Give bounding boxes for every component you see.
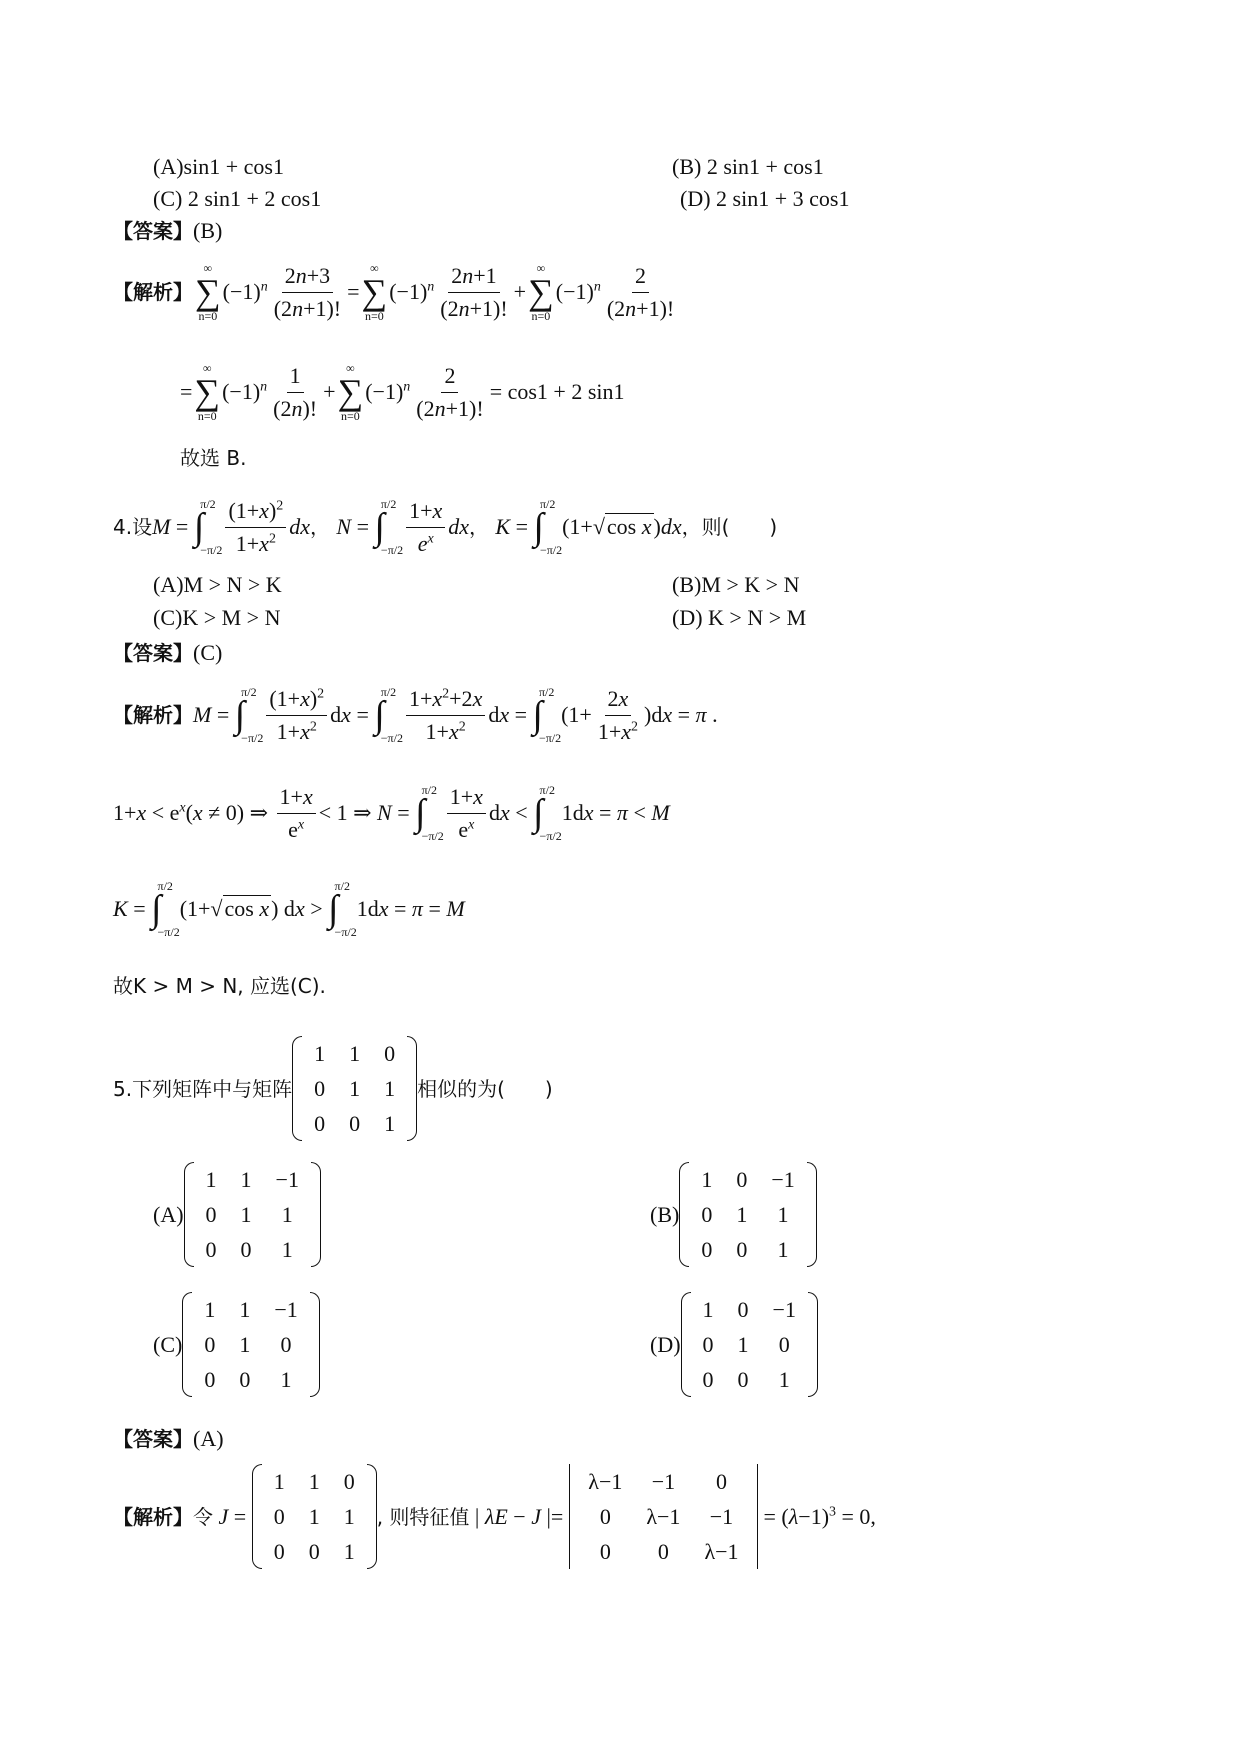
matrix-cell: 1 — [239, 1297, 251, 1322]
q5-stem — [113, 1036, 553, 1141]
matrix-cell: 1 — [273, 1469, 285, 1494]
matrix-row — [689, 1232, 806, 1267]
matrix-cell: 1 — [281, 1237, 293, 1263]
option-c-matrix — [182, 1292, 319, 1397]
q3-analysis-line1: 【解析】 ∞ ∑ n=0 $(-1)^n$ $\frac{2n+3}{(2n+1)!}$ = ∞ ∑ n=0 $(-1)^n$ $\frac{2n+1}{(2n+1)!}$ + ∞ ∑ n=0 $(-1)^n$ $\frac{2}{(2n+1)!}$ — [113, 261, 675, 323]
matrix-cell: 0 — [308, 1539, 320, 1565]
answer-label: 【答案】 — [113, 641, 193, 665]
matrix-row — [576, 1464, 750, 1499]
option-b-matrix — [679, 1162, 816, 1267]
matrix-cell: 0 — [205, 1202, 217, 1228]
q4-option-c: (C)K > M > N — [153, 605, 281, 630]
matrix-cell: 0 — [273, 1539, 285, 1565]
q3-option-c: (C) 2 sin1 + 2 cos1 — [153, 186, 322, 211]
q4-analysis-line1: 【解析】 M = ∫ π/2 −π/2 $\frac{(1+x)^2}{1+x^2}$ dx = ∫ π/2 −π/2 $\frac{1+x^2+2x}{1+x^2}$ dx = ∫ π/2 −π/2 (1+ $\frac{2x}{1+x^2}$ )dx = π . — [113, 685, 718, 745]
matrix-row — [302, 1106, 407, 1141]
fraction: $\frac{2n+3}{(2n+1)!}$ — [273, 263, 342, 321]
matrix-cell: −1 — [275, 1167, 299, 1192]
matrix-cell: 1 — [280, 1367, 292, 1393]
matrix-row — [194, 1197, 311, 1232]
q4-option-d: (D) K > N > M — [672, 605, 807, 630]
matrix-cell: 1 — [204, 1297, 216, 1322]
matrix-cell: 1 — [343, 1539, 355, 1565]
integral-symbol: ∫ π/2 −π/2 — [193, 497, 223, 557]
matrix-row — [302, 1036, 407, 1071]
matrix-cell: 1 — [384, 1111, 396, 1137]
answer-label: 【答案】 — [113, 1427, 193, 1451]
matrix-cell: 0 — [702, 1367, 714, 1393]
matrix-row — [302, 1071, 407, 1106]
matrix-row — [262, 1534, 367, 1569]
matrix-cell: 1 — [384, 1076, 396, 1102]
matrix-cell: 0 — [204, 1367, 216, 1393]
q3-conclusion: 故选 B. — [180, 446, 247, 470]
q5-option-c — [153, 1292, 320, 1397]
matrix-cell: −1 — [771, 1167, 795, 1192]
answer-label: 【答案】 — [113, 219, 193, 243]
matrix-cell: 1 — [777, 1202, 789, 1228]
matrix-cell: 1 — [349, 1076, 361, 1102]
matrix-cell: 0 — [736, 1237, 748, 1263]
matrix-cell: 0 — [384, 1041, 396, 1066]
q3-answer — [113, 220, 222, 242]
matrix-cell: 0 — [240, 1237, 252, 1263]
matrix-row — [194, 1232, 311, 1267]
matrix-cell: 1 — [240, 1202, 252, 1228]
matrix-cell: 0 — [314, 1111, 326, 1137]
q4-stem-suffix: ，则( ) — [681, 515, 778, 539]
q4-stem-prefix: 4.设 — [113, 515, 153, 539]
matrix-cell: 0 — [239, 1367, 251, 1393]
matrix-cell: λ−1 — [588, 1469, 623, 1494]
answer-value: (B) — [193, 218, 223, 243]
matrix-cell: 0 — [343, 1469, 355, 1494]
matrix-cell: −1 — [772, 1297, 796, 1322]
option-d-matrix — [681, 1292, 818, 1397]
q4-stem: 4.设 M = ∫ π/2 −π/2 $\frac{(1+x)^2}{1+x^2}$ dx ， N = ∫ π/2 −π/2 $\frac{1+x}{e^x}$ dx ， K = ∫ π/2 −π/2 (1+√cos x) dx ，则( ) — [113, 497, 778, 557]
matrix-cell: λ−1 — [646, 1504, 681, 1530]
q3-option-b: (B) 2 sin1 + cos1 — [672, 154, 824, 179]
matrix-cell: −1 — [274, 1297, 298, 1322]
matrix-row — [192, 1362, 309, 1397]
q3-analysis-line2: = ∞ ∑ n=0 $(-1)^n$ $\frac{1}{(2n)!}$ + ∞ ∑ n=0 $(-1)^n$ $\frac{2}{(2n+1)!}$ = cos1 + 2 sin1 — [180, 361, 625, 423]
matrix-row — [691, 1292, 808, 1327]
matrix-cell: −1 — [651, 1469, 676, 1494]
matrix-cell: 0 — [701, 1202, 713, 1228]
q4-analysis-line3: K = ∫ π/2 −π/2 (1+√cos x) dx > ∫ π/2 −π/2 1dx = π = M — [113, 879, 465, 939]
matrix-cell: 1 — [701, 1167, 713, 1192]
q3-option-d: (D) 2 sin1 + 3 cos1 — [680, 186, 850, 211]
matrix-cell: 0 — [702, 1332, 714, 1358]
matrix-cell: 0 — [273, 1504, 285, 1530]
answer-value: (A) — [193, 1426, 224, 1451]
matrix-cell: 1 — [281, 1202, 293, 1228]
matrix-cell: 1 — [314, 1041, 326, 1066]
matrix-cell: 0 — [205, 1237, 217, 1263]
q5-answer — [113, 1428, 224, 1450]
q4-conclusion: 故K > M > N, 应选(C). — [113, 974, 326, 998]
analysis-let: 令 — [193, 1504, 213, 1529]
q3-option-a: (A)sin1 + cos1 — [153, 154, 284, 179]
q5-option-b — [650, 1162, 817, 1267]
matrix-cell: 0 — [280, 1332, 292, 1358]
matrix-cell: 0 — [349, 1111, 361, 1137]
determinant — [563, 1464, 763, 1569]
analysis-label: 【解析】 — [113, 1504, 193, 1529]
matrix-row — [262, 1464, 367, 1499]
matrix-cell: 1 — [737, 1332, 749, 1358]
q5-option-a — [153, 1162, 321, 1267]
matrix-cell: 1 — [239, 1332, 251, 1358]
matrix-row — [194, 1162, 311, 1197]
option-label: (C) — [153, 1331, 183, 1357]
matrix-cell: 0 — [657, 1539, 669, 1565]
matrix-cell: 0 — [599, 1539, 611, 1565]
q4-option-b: (B)M > K > N — [672, 572, 800, 597]
matrix-cell: 1 — [308, 1504, 320, 1530]
matrix-cell: 1 — [205, 1167, 217, 1192]
matrix-cell: 0 — [715, 1469, 727, 1494]
matrix-cell: 0 — [314, 1076, 326, 1102]
analysis-mid: , 则特征值 — [376, 1504, 470, 1529]
q5-option-d — [650, 1292, 818, 1397]
q5-stem-prefix: 5.下列矩阵中与矩阵 — [113, 1076, 293, 1101]
matrix-row — [689, 1162, 806, 1197]
analysis-label: 【解析】 — [113, 280, 193, 304]
matrix-cell: 1 — [240, 1167, 252, 1192]
matrix-cell: 0 — [204, 1332, 216, 1358]
matrix-cell: 0 — [778, 1332, 790, 1358]
answer-value: (C) — [193, 640, 223, 665]
matrix-cell: 1 — [736, 1202, 748, 1228]
matrix-row — [691, 1362, 808, 1397]
matrix-row — [689, 1197, 806, 1232]
matrix-cell: −1 — [709, 1504, 734, 1530]
matrix-cell: 0 — [599, 1504, 611, 1530]
matrix-cell: 1 — [349, 1041, 361, 1066]
sum-symbol: ∞ ∑ n=0 — [195, 261, 221, 323]
q4-analysis-line2: $1+x < e^x(x \ne 0)$ ⇒ $\frac{1+x}{e^x}$ < 1 ⇒ N = ∫ π/2 −π/2 $\frac{1+x}{e^x}$ dx < ∫ π/2 −π/2 1dx = π < M — [113, 783, 670, 843]
matrix-row — [576, 1534, 750, 1569]
q4-answer — [113, 642, 222, 664]
q4-option-a: (A)M > N > K — [153, 572, 282, 597]
stem-matrix — [292, 1036, 417, 1141]
j-matrix — [252, 1464, 377, 1569]
matrix-cell: 0 — [701, 1237, 713, 1263]
matrix-cell: 1 — [702, 1297, 714, 1322]
matrix-cell: 1 — [777, 1237, 789, 1263]
matrix-row — [192, 1292, 309, 1327]
matrix-row — [192, 1327, 309, 1362]
matrix-cell: λ−1 — [704, 1539, 739, 1565]
q5-analysis: 【解析】 令 J = 1 1 0 0 1 1 0 0 1 , 则特征值 | λE − J |= λ−1 −1 0 0 λ−1 −1 0 0 λ−1 = $(\lambda-1)^3 = 0$, — [113, 1464, 876, 1569]
matrix-row — [262, 1499, 367, 1534]
option-label: (B) — [650, 1201, 680, 1227]
matrix-row — [691, 1327, 808, 1362]
matrix-cell: 1 — [308, 1469, 320, 1494]
matrix-cell: 1 — [778, 1367, 790, 1393]
option-label: (D) — [650, 1331, 681, 1357]
matrix-cell: 0 — [737, 1367, 749, 1393]
option-a-matrix — [184, 1162, 321, 1267]
option-label: (A) — [153, 1201, 184, 1227]
matrix-cell: 1 — [343, 1504, 355, 1530]
matrix-row — [576, 1499, 750, 1534]
matrix-cell: 0 — [737, 1297, 749, 1322]
matrix-cell: 0 — [736, 1167, 748, 1192]
q5-stem-suffix: 相似的为( ) — [417, 1076, 553, 1101]
analysis-label: 【解析】 — [113, 703, 193, 727]
